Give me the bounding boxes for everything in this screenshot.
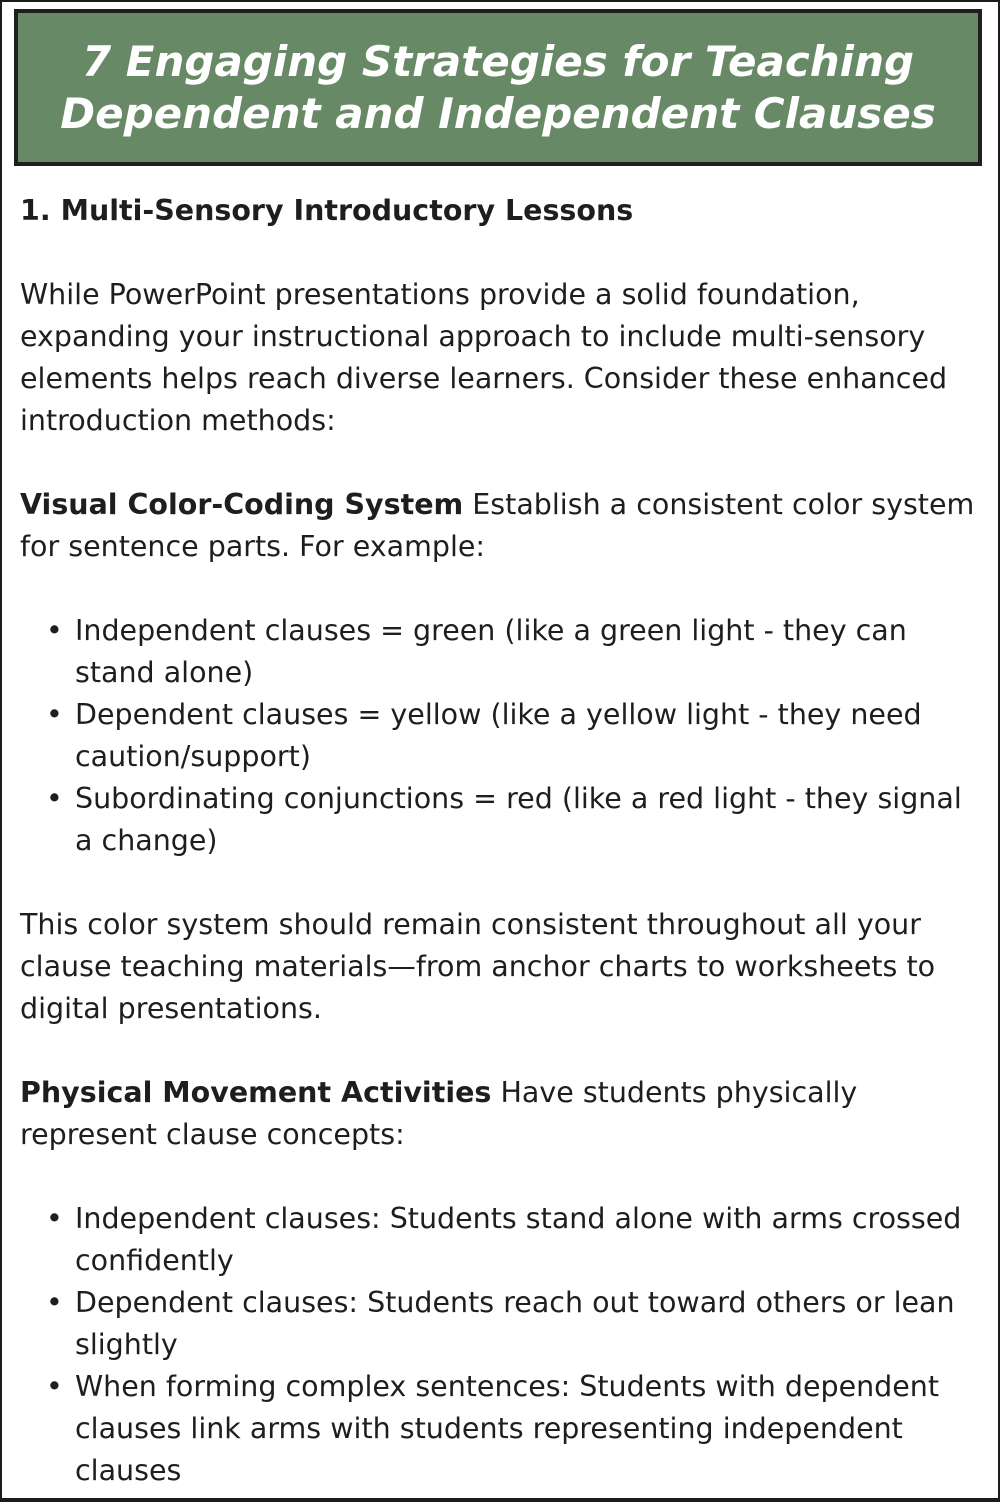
list-item (20, 778, 986, 862)
movement-lead: Physical Movement Activities (20, 1076, 492, 1109)
page-title: 7 Engaging Strategies for Teaching Dependent and Independent Clauses (60, 36, 936, 138)
bullet-icon: • (46, 1202, 63, 1235)
list-item-text: Subordinating conjunctions = red (like a red light - they signal a change) (75, 782, 962, 857)
list-item (20, 694, 986, 778)
list-item-text: Dependent clauses: Students reach out toward others or lean slightly (75, 1286, 955, 1361)
list-item-text: Independent clauses = green (like a green light - they can stand alone) (75, 614, 907, 689)
list-item-text: Dependent clauses = yellow (like a yellow light - they need caution/support) (75, 698, 922, 773)
bullet-icon: • (46, 1370, 63, 1403)
section-heading: 1. Multi-Sensory Introductory Lessons (20, 194, 634, 227)
color-coding-list (20, 610, 986, 862)
bullet-icon: • (46, 782, 63, 815)
list-item (20, 1366, 986, 1492)
article-content (20, 190, 986, 1498)
bullet-icon: • (46, 698, 63, 731)
movement-paragraph (20, 1072, 986, 1156)
color-system-paragraph: This color system should remain consistent throughout all your clause teaching materials—from anchor charts to worksheets to digital presentations. (20, 908, 936, 1025)
list-item-text: Independent clauses: Students stand alone with arms crossed confidently (75, 1202, 962, 1277)
movement-text: Have students physically represent clause concepts: (20, 1076, 858, 1151)
bullet-icon: • (46, 614, 63, 647)
color-coding-lead: Visual Color-Coding System (20, 488, 464, 521)
movement-list (20, 1198, 986, 1492)
bullet-icon: • (46, 1286, 63, 1319)
list-item (20, 610, 986, 694)
list-item (20, 1282, 986, 1366)
color-coding-paragraph (20, 484, 986, 568)
list-item (20, 1198, 986, 1282)
color-coding-text: Establish a consistent color system for sentence parts. For example: (20, 488, 975, 563)
title-banner (14, 9, 982, 166)
list-item-text: When forming complex sentences: Students with dependent clauses link arms with students representing independent clauses (75, 1370, 940, 1487)
intro-paragraph: While PowerPoint presentations provide a solid foundation, expanding your instructional approach to include multi-sensory elements helps reach diverse learners. Consider these enhanced introduction methods: (20, 278, 948, 437)
article-page (2, 2, 998, 1498)
